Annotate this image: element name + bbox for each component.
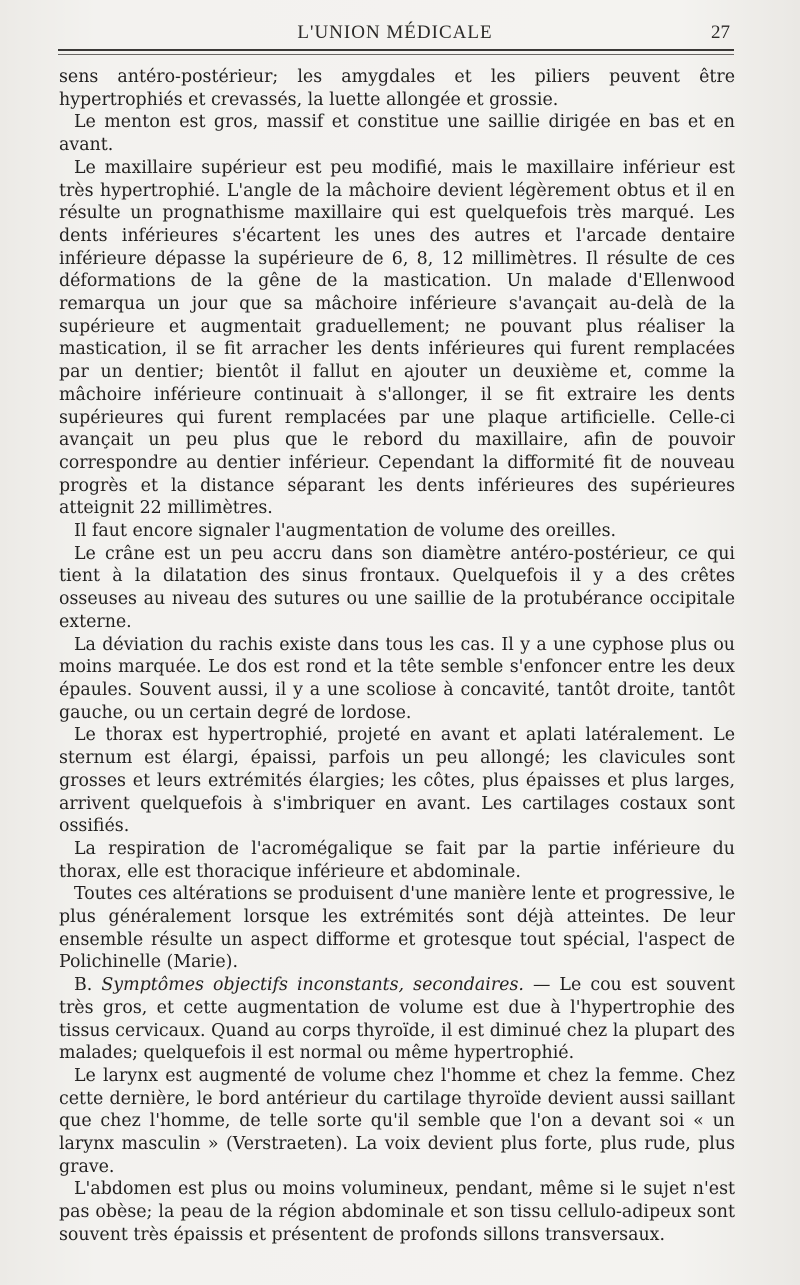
- paragraph-respiration: La respiration de l'acromégalique se fait par la partie inférieure du thorax, elle est thoracique inférieure et abdominale.: [59, 838, 735, 882]
- paragraph-amygdales: sens antéro-postérieur; les amygdales et les piliers peuvent être hypertrophiés et crevassés, la luette allongée et grossie.: [59, 67, 735, 110]
- paragraph-menton: Le menton est gros, massif et constitue une saillie dirigée en bas et en avant.: [59, 112, 735, 156]
- page-number: 27: [711, 22, 730, 43]
- header-rule-thin: [58, 54, 734, 55]
- paragraph-maxillaire: Le maxillaire supérieur est peu modifié, mais le maxillaire inférieur est très hypertrophié. L'angle de la mâchoire devient légèrement obtus et il en résulte un prognathisme maxillaire qui est quelquefois très marqué. Les dents inférieures s'écartent les unes des autres et l'arcade dentaire inférieure dépasse la supérieure de 6, 8, 12 millimètres. Il résulte de ces déformations de la gêne de la mastication. Un malade d'Ellenwood remarqua un jour que sa mâchoire inférieure s'avançait au-delà de la supérieure et augmentait graduellement; ne pouvant plus réaliser la mastication, il se fit arracher les dents inférieures qui furent remplacées par un dentier; bientôt il fallut en ajouter un deuxième et, comme la mâchoire inférieure continuait à s'allonger, il se fit extraire les dents supérieures qui furent remplacées par une plaque artificielle. Celle-ci avançait un peu plus que le rebord du maxillaire, afin de pouvoir correspondre au dentier inférieur. Cependant la difformité fit de nouveau progrès et la distance séparant les dents inférieures des supérieures atteignit 22 millimètres.: [59, 157, 735, 519]
- body-text: [59, 66, 735, 1247]
- section-text: — Le cou est souvent très gros, et cette augmentation de volume est due à l'hypertrophie des tissus cervicaux. Quand au corps thyroïde, il est diminué chez la plupart des malades; quelquefois il est normal ou même hypertrophié.: [59, 975, 736, 1064]
- paragraph-thorax: Le thorax est hypertrophié, projeté en avant et aplati latéralement. Le sternum est élargi, épaissi, parfois un peu allongé; les clavicules sont grosses et leurs extrémités élargies; les côtes, plus épaisses et plus larges, arrivent quelquefois à s'imbriquer en avant. Les cartilages costaux sont ossifiés.: [59, 725, 735, 837]
- journal-title: L'UNION MÉDICALE: [297, 22, 493, 43]
- section-letter: B.: [74, 975, 102, 996]
- paragraph-abdomen: L'abdomen est plus ou moins volumineux, pendant, même si le sujet n'est pas obèse; la peau de la région abdominale et son tissu cellulo-adipeux sont souvent très épaissis et présentent de profonds sillons transversaux.: [59, 1179, 735, 1245]
- paragraph-symptomes-secondaires: [59, 974, 735, 1065]
- header-rule: [58, 49, 734, 51]
- paragraph-crane: Le crâne est un peu accru dans son diamètre antéro-postérieur, ce qui tient à la dilatation des sinus frontaux. Quelquefois il y a des crêtes osseuses au niveau des sutures ou une saillie de la protubérance occipitale externe.: [59, 543, 735, 632]
- paragraph-alterations: Toutes ces altérations se produisent d'une manière lente et progressive, le plus généralement lorsque les extrémités sont déjà atteintes. De leur ensemble résulte un aspect difforme et grotesque tout spécial, l'aspect de Polichinelle (Marie).: [59, 884, 735, 973]
- paragraph-rachis: La déviation du rachis existe dans tous les cas. Il y a une cyphose plus ou moins marquée. Le dos est rond et la tête semble s'enfoncer entre les deux épaules. Souvent aussi, il y a une scoliose à concavité, tantôt droite, tantôt gauche, ou un certain degré de lordose.: [59, 634, 735, 723]
- section-heading: Symptômes objectifs inconstants, secondaires.: [101, 975, 524, 996]
- paragraph-oreilles: Il faut encore signaler l'augmentation de volume des oreilles.: [74, 521, 617, 542]
- running-header: [60, 18, 730, 48]
- paragraph-larynx: Le larynx est augmenté de volume chez l'homme et chez la femme. Chez cette dernière, le bord antérieur du cartilage thyroïde devient aussi saillant que chez l'homme, de telle sorte qu'il semble que l'on a devant soi « un larynx masculin » (Verstraeten). La voix devient plus forte, plus rude, plus grave.: [59, 1065, 735, 1177]
